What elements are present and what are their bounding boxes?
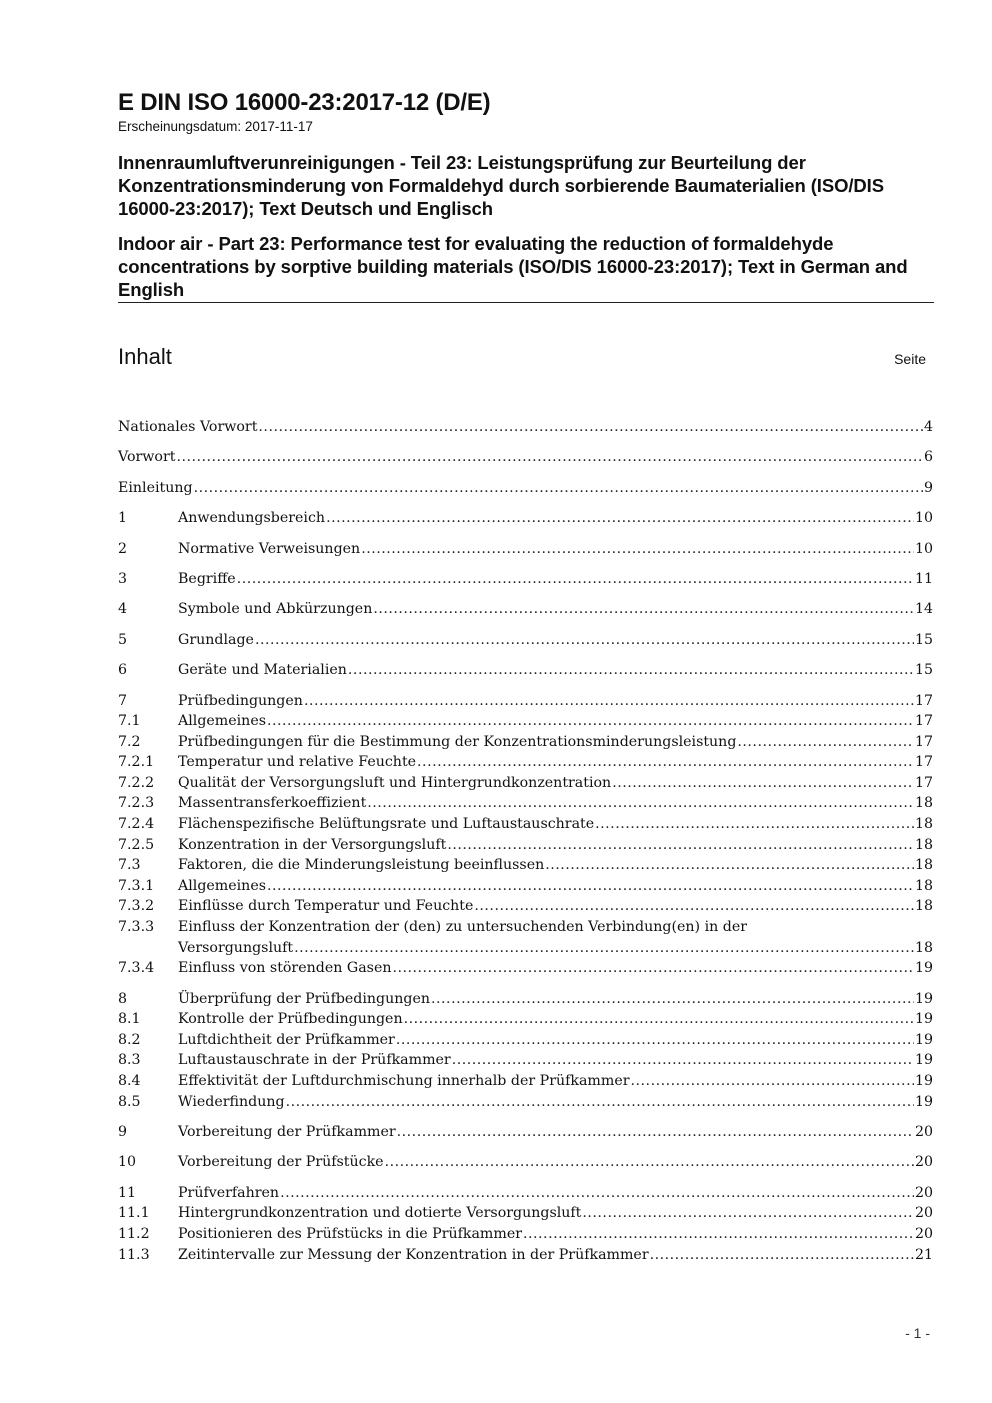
dot-leader <box>474 896 914 917</box>
toc-entry[interactable] <box>118 508 933 529</box>
toc-entry-title: Luftdichtheit der Prüfkammer <box>178 1031 395 1048</box>
toc-section-number: 6 <box>118 662 128 679</box>
dot-leader <box>447 835 914 856</box>
dot-leader <box>237 569 914 590</box>
toc-entry-title: Effektivität der Luftdurchmischung innerhalb der Prüfkammer <box>178 1073 630 1089</box>
toc-page-number: 20 <box>914 1205 933 1222</box>
toc-entry[interactable] <box>118 989 933 1010</box>
toc-entry-title: Einflüsse durch Temperatur und Feuchte <box>178 898 474 915</box>
toc-entry-title: Zeitintervalle zur Messung der Konzentration in der Prüfkammer <box>178 1246 649 1263</box>
dot-leader <box>523 1224 914 1245</box>
toc-entry-title: Wiederfindung <box>178 1093 285 1110</box>
toc-page-number: 9 <box>923 479 933 496</box>
toc-entry-line <box>178 1122 933 1143</box>
contents-title: Inhalt <box>118 344 172 369</box>
toc-entry[interactable] <box>118 1245 933 1266</box>
toc-section-number: 7.2.1 <box>118 754 155 771</box>
toc-section-number: 7.3.4 <box>118 960 155 977</box>
toc-section-number: 9 <box>118 1123 128 1140</box>
dot-leader <box>612 773 914 794</box>
toc-page-number: 18 <box>914 857 933 874</box>
toc-page-number: 17 <box>914 774 933 791</box>
toc-page-number: 19 <box>914 990 933 1007</box>
toc-section-number: 7.1 <box>118 713 141 730</box>
toc-entry-line <box>178 752 933 773</box>
toc-entry-title: Prüfbedingungen für die Bestimmung der Konzentrationsminderungsleistung <box>178 733 737 750</box>
toc-entry-line <box>178 989 933 1010</box>
toc-entry[interactable] <box>118 752 933 773</box>
toc-section-number: 5 <box>118 631 128 648</box>
document-header <box>118 88 934 373</box>
toc-entry-title: Konzentration in der Versorgungsluft <box>178 836 447 853</box>
toc-page-number: 20 <box>914 1184 933 1201</box>
toc-entry-line <box>178 660 933 681</box>
toc-entry-line <box>178 896 933 917</box>
dot-leader <box>294 938 914 959</box>
toc-entry[interactable] <box>118 1203 933 1224</box>
page-column-label: Seite <box>894 351 926 367</box>
dot-leader <box>176 447 923 468</box>
document-id: E DIN ISO 16000-23:2017-12 (D/E) <box>118 89 491 116</box>
toc-page-number: 17 <box>914 754 933 771</box>
toc-entry-line <box>118 417 933 438</box>
toc-entry[interactable] <box>118 876 933 897</box>
toc-section-number: 1 <box>118 510 128 527</box>
toc-page-number: 19 <box>914 1093 933 1110</box>
toc-entry-title: Prüfverfahren <box>178 1184 280 1201</box>
dot-leader <box>304 691 914 712</box>
dot-leader <box>286 1092 914 1113</box>
toc-entry-title: Qualität der Versorgungsluft und Hintergrundkonzentration <box>178 774 612 791</box>
toc-entry[interactable] <box>118 1092 933 1113</box>
toc-section-number: 2 <box>118 540 128 557</box>
toc-page-number: 21 <box>914 1246 933 1263</box>
toc-section-number: 8.2 <box>118 1031 141 1048</box>
dot-leader <box>361 539 914 560</box>
toc-entry-line <box>178 773 933 794</box>
toc-entry[interactable] <box>118 1030 933 1051</box>
toc-entry[interactable] <box>118 896 933 917</box>
toc-entry[interactable] <box>118 599 933 620</box>
toc-page-number: 18 <box>914 877 933 894</box>
toc-page-number: 11 <box>914 570 933 587</box>
dot-leader <box>258 417 923 438</box>
toc-entry-title: Begriffe <box>178 570 236 587</box>
toc-entry-title: Symbole und Abkürzungen <box>178 601 373 618</box>
toc-entry[interactable] <box>118 1009 933 1030</box>
toc-entry-title: Nationales Vorwort <box>118 419 258 435</box>
dot-leader <box>397 1122 914 1143</box>
dot-leader <box>452 1050 914 1071</box>
toc-entry-title: Grundlage <box>178 631 254 648</box>
toc-section-number: 11 <box>118 1184 137 1201</box>
toc-entry[interactable] <box>118 1224 933 1245</box>
dot-leader <box>280 1183 914 1204</box>
toc-entry[interactable] <box>118 835 933 856</box>
toc-section-number: 8 <box>118 990 128 1007</box>
toc-entry-line <box>178 917 933 958</box>
toc-entry[interactable] <box>118 1183 933 1204</box>
dot-leader <box>326 508 914 529</box>
toc-page-number: 18 <box>914 795 933 812</box>
toc-entry[interactable] <box>118 1122 933 1143</box>
toc-entry-line <box>178 1203 933 1224</box>
toc-entry-title: Einfluss der Konzentration der (den) zu untersuchenden Verbindung(en) in der <box>178 919 748 936</box>
toc-entry-title: Geräte und Materialien <box>178 662 347 679</box>
toc-section-number: 7.2.5 <box>118 836 155 853</box>
toc-entry-line <box>178 835 933 856</box>
publication-date: Erscheinungsdatum: 2017-11-17 <box>118 119 313 134</box>
toc-section-number: 7 <box>118 692 128 709</box>
toc-section-number: 7.2 <box>118 733 141 750</box>
dot-leader <box>255 630 914 651</box>
toc-section-number: 7.2.2 <box>118 774 155 791</box>
toc-section-number: 3 <box>118 570 128 587</box>
toc-entry-line <box>178 599 933 620</box>
toc-entry-line <box>178 569 933 590</box>
toc-entry[interactable] <box>118 630 933 651</box>
toc-page-number: 18 <box>914 836 933 853</box>
dot-leader <box>194 478 923 499</box>
toc-page-number: 19 <box>914 1052 933 1069</box>
toc-section-number: 4 <box>118 601 128 618</box>
toc-entry-title: Prüfbedingungen <box>178 692 303 709</box>
toc-entry-title: Vorwort <box>118 449 176 466</box>
toc-entry-line <box>178 1245 933 1266</box>
toc-entry-line <box>178 814 933 835</box>
dot-leader <box>267 711 914 732</box>
toc-entry-line <box>178 855 933 876</box>
toc-entry[interactable] <box>118 773 933 794</box>
dot-leader <box>595 814 914 835</box>
toc-entry[interactable] <box>118 814 933 835</box>
toc-section-number: 7.2.3 <box>118 795 155 812</box>
toc-entry-title: Kontrolle der Prüfbedingungen <box>178 1011 403 1028</box>
table-of-contents <box>118 417 933 1265</box>
toc-page-number: 17 <box>914 733 933 750</box>
toc-entry-title: Vorbereitung der Prüfstücke <box>178 1154 384 1171</box>
toc-entry-line <box>178 1183 933 1204</box>
toc-page-number: 15 <box>914 662 933 679</box>
toc-section-number: 7.3.1 <box>118 877 155 894</box>
toc-entry-title: Positionieren des Prüfstücks in die Prüfkammer <box>178 1225 523 1242</box>
dot-leader <box>431 989 914 1010</box>
toc-entry-line <box>178 1009 933 1030</box>
toc-entry-line <box>178 508 933 529</box>
toc-page-number: 6 <box>923 449 933 466</box>
toc-section-number: 7.3.2 <box>118 898 155 915</box>
toc-entry-line <box>178 793 933 814</box>
dot-leader <box>417 752 914 773</box>
toc-entry[interactable] <box>118 569 933 590</box>
toc-entry-line <box>178 630 933 651</box>
toc-page-number: 19 <box>914 1011 933 1028</box>
toc-page-number: 4 <box>923 419 933 435</box>
toc-entry-title: Normative Verweisungen <box>178 540 361 557</box>
toc-page-number: 18 <box>914 816 933 833</box>
dot-leader <box>373 599 914 620</box>
dot-leader <box>631 1071 914 1092</box>
toc-entry[interactable] <box>118 711 933 732</box>
dot-leader <box>396 1030 914 1051</box>
dot-leader <box>545 855 914 876</box>
toc-entry-title: Faktoren, die die Minderungsleistung beeinflussen <box>178 857 545 874</box>
toc-page-number: 19 <box>914 960 933 977</box>
toc-entry[interactable] <box>118 447 933 468</box>
toc-entry-line <box>178 711 933 732</box>
toc-section-number: 7.3.3 <box>118 919 155 936</box>
toc-page-number: 15 <box>914 631 933 648</box>
title-german: Innenraumluftverunreinigungen - Teil 23: Leistungsprüfung zur Beurteilung der Konzentrationsminderung von Formaldehyd durch sorbierende Baumaterialien (ISO/DIS 16000-23:2017); Text Deutsch und Englisch <box>118 152 884 219</box>
toc-section-number: 7.3 <box>118 857 141 874</box>
toc-entry-title: Allgemeines <box>178 713 266 730</box>
toc-page-number: 20 <box>914 1225 933 1242</box>
dot-leader <box>582 1203 914 1224</box>
contents-heading <box>118 343 934 373</box>
toc-entry-line <box>118 447 933 468</box>
toc-entry-line <box>178 876 933 897</box>
toc-entry-title: Überprüfung der Prüfbedingungen <box>178 990 431 1007</box>
toc-section-number: 11.3 <box>118 1246 150 1263</box>
toc-entry-line <box>178 1224 933 1245</box>
page-number: - 1 - <box>905 1325 930 1341</box>
toc-entry-title: Luftaustauschrate in der Prüfkammer <box>178 1052 451 1069</box>
toc-section-number: 8.4 <box>118 1073 141 1089</box>
dot-leader <box>650 1245 914 1266</box>
dot-leader <box>367 793 914 814</box>
toc-page-number: 19 <box>914 1073 933 1089</box>
toc-entry-title: Versorgungsluft <box>178 939 294 956</box>
toc-entry[interactable] <box>118 660 933 681</box>
toc-entry-title: Vorbereitung der Prüfkammer <box>178 1123 396 1140</box>
toc-section-number: 8.3 <box>118 1052 141 1069</box>
toc-entry[interactable] <box>118 958 933 979</box>
toc-entry-line <box>178 691 933 712</box>
toc-section-number: 11.1 <box>118 1205 150 1222</box>
toc-entry-title: Allgemeines <box>178 877 266 894</box>
dot-leader <box>267 876 914 897</box>
toc-entry-title: Hintergrundkonzentration und dotierte Versorgungsluft <box>178 1205 582 1222</box>
toc-entry-line <box>178 958 933 979</box>
title-english: Indoor air - Part 23: Performance test for evaluating the reduction of formaldehyde concentrations by sorptive building materials (ISO/DIS 16000-23:2017); Text in German and English <box>118 232 934 303</box>
toc-entry-title: Massentransferkoeffizient <box>178 795 367 812</box>
dot-leader <box>392 958 913 979</box>
toc-entry[interactable] <box>118 478 933 499</box>
toc-entry-line <box>178 539 933 560</box>
toc-entry-line <box>178 732 933 753</box>
toc-entry-title: Anwendungsbereich <box>178 510 326 527</box>
toc-page-number: 19 <box>914 1031 933 1048</box>
toc-entry-line <box>178 1071 933 1092</box>
dot-leader <box>385 1152 914 1173</box>
toc-entry[interactable] <box>118 1071 933 1092</box>
toc-entry[interactable] <box>118 1050 933 1071</box>
toc-section-number: 11.2 <box>118 1225 150 1242</box>
toc-page-number: 20 <box>914 1154 933 1171</box>
toc-entry[interactable] <box>118 732 933 753</box>
toc-entry[interactable] <box>118 1152 933 1173</box>
toc-entry[interactable] <box>118 417 933 438</box>
dot-leader <box>737 732 914 753</box>
toc-page-number: 17 <box>914 713 933 730</box>
toc-section-number: 10 <box>118 1154 137 1171</box>
toc-entry-line <box>118 478 933 499</box>
toc-page-number: 18 <box>914 898 933 915</box>
toc-page-number: 14 <box>914 601 933 618</box>
toc-entry-line <box>178 1092 933 1113</box>
toc-entry-title: Einfluss von störenden Gasen <box>178 960 392 977</box>
dot-leader <box>404 1009 914 1030</box>
toc-page-number: 17 <box>914 692 933 709</box>
toc-entry[interactable] <box>118 691 933 712</box>
toc-entry-title: Einleitung <box>118 479 193 496</box>
toc-entry-title: Flächenspezifische Belüftungsrate und Luftaustauschrate <box>178 816 595 833</box>
toc-entry[interactable] <box>118 855 933 876</box>
toc-entry-title: Temperatur und relative Feuchte <box>178 754 417 771</box>
toc-section-number: 8.5 <box>118 1093 141 1110</box>
dot-leader <box>348 660 914 681</box>
toc-entry[interactable] <box>118 539 933 560</box>
toc-section-number: 7.2.4 <box>118 816 155 833</box>
toc-page-number: 18 <box>914 939 933 956</box>
toc-entry-line <box>178 1152 933 1173</box>
toc-page-number: 10 <box>914 540 933 557</box>
toc-entry-line <box>178 1030 933 1051</box>
toc-page-number: 20 <box>914 1123 933 1140</box>
toc-section-number: 8.1 <box>118 1011 141 1028</box>
toc-page-number: 10 <box>914 510 933 527</box>
toc-entry[interactable] <box>118 793 933 814</box>
toc-entry[interactable] <box>118 917 933 958</box>
toc-entry-line <box>178 1050 933 1071</box>
